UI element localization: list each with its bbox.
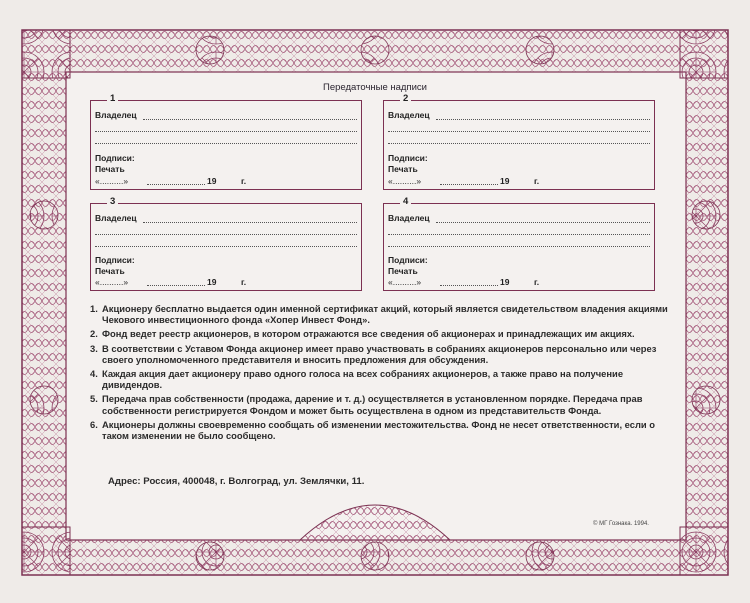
rule-number: 4. (90, 368, 98, 380)
rule-item (90, 303, 670, 325)
signatures-label: Подписи: (388, 255, 428, 265)
endorsement-box-4 (383, 196, 655, 291)
date-suffix: г. (241, 176, 247, 186)
owner-line-3[interactable] (95, 143, 357, 144)
rule-text: Передача прав собственности (продажа, дарение и т. д.) осуществляется в установленном порядке. Передача прав собственности регистрируется Фондом и может быть осуществлена в одном из представительств Фонда. (102, 393, 643, 416)
endorsement-box-1 (90, 93, 362, 190)
date-prefix: «..........» (95, 176, 129, 186)
rule-text: Каждая акция дает акционеру право одного голоса на всех собраниях акционеров, а также право на получение дивидендов. (102, 368, 624, 391)
transfer-endorsements-title: Передаточные надписи (323, 82, 427, 93)
rule-item (90, 368, 670, 390)
owner-line-2[interactable] (388, 234, 650, 235)
date-prefix: «..........» (95, 277, 129, 287)
box-number: 1 (107, 93, 118, 104)
signatures-label: Подписи: (95, 255, 135, 265)
seal-label: Печать (95, 164, 125, 174)
date-year: 19 (500, 277, 510, 287)
owner-label: Владелец (95, 110, 137, 120)
rule-item (90, 343, 670, 365)
date-month-line[interactable] (147, 184, 205, 185)
box-number: 4 (400, 196, 411, 207)
owner-line-3[interactable] (95, 246, 357, 247)
date-month-line[interactable] (440, 184, 498, 185)
rule-item (90, 328, 670, 339)
date-prefix: «..........» (388, 277, 422, 287)
seal-label: Печать (388, 164, 418, 174)
owner-label: Владелец (95, 213, 137, 223)
owner-line[interactable] (143, 222, 357, 223)
rule-text: Акционеры должны своевременно сообщать об изменении местожительства. Фонд не несет ответственности, если о таком изменении не было сообщено. (102, 418, 656, 442)
owner-line-2[interactable] (95, 234, 357, 235)
owner-line-3[interactable] (388, 143, 650, 144)
rule-number: 3. (90, 342, 98, 354)
date-prefix: «..........» (388, 176, 422, 186)
shareholder-rules-list (90, 303, 670, 444)
owner-line[interactable] (143, 119, 357, 120)
owner-line[interactable] (436, 119, 650, 120)
signatures-label: Подписи: (95, 153, 135, 163)
rule-number: 5. (90, 393, 98, 405)
date-month-line[interactable] (440, 285, 498, 286)
fund-address: Адрес: Россия, 400048, г. Волгоград, ул. Землячки, 11. (108, 476, 365, 487)
date-suffix: г. (534, 176, 540, 186)
date-month-line[interactable] (147, 285, 205, 286)
rule-item (90, 393, 670, 415)
seal-label: Печать (388, 266, 418, 276)
rule-number: 2. (90, 328, 98, 340)
date-year: 19 (207, 277, 217, 287)
rule-item (90, 419, 670, 441)
rule-text: Акционеру бесплатно выдается один именной сертификат акций, который является свидетельством владения акциями Чекового инвестиционного фонда «Хопер Инвест Фонд». (102, 303, 668, 326)
owner-line-3[interactable] (388, 246, 650, 247)
owner-line-2[interactable] (388, 131, 650, 132)
rule-text: Фонд ведет реестр акционеров, в котором отражаются все сведения об акционерах и принадлежащих им акциях. (102, 328, 635, 340)
endorsement-box-2 (383, 93, 655, 190)
date-suffix: г. (534, 277, 540, 287)
rule-number: 6. (90, 418, 98, 430)
signatures-label: Подписи: (388, 153, 428, 163)
date-year: 19 (500, 176, 510, 186)
printer-copyright: © МГ Гознака. 1994. (593, 521, 649, 527)
rule-number: 1. (90, 303, 98, 314)
owner-label: Владелец (388, 110, 430, 120)
owner-line-2[interactable] (95, 131, 357, 132)
seal-label: Печать (95, 266, 125, 276)
owner-line[interactable] (436, 222, 650, 223)
rule-text: В соответствии с Уставом Фонда акционер имеет право участвовать в собраниях акционеров персонально или через своего уполномоченного представителя и вносить предложения для обсуждения. (102, 342, 657, 365)
endorsement-box-3 (90, 196, 362, 291)
date-year: 19 (207, 176, 217, 186)
date-suffix: г. (241, 277, 247, 287)
box-number: 3 (107, 196, 118, 207)
box-number: 2 (400, 93, 411, 104)
owner-label: Владелец (388, 213, 430, 223)
